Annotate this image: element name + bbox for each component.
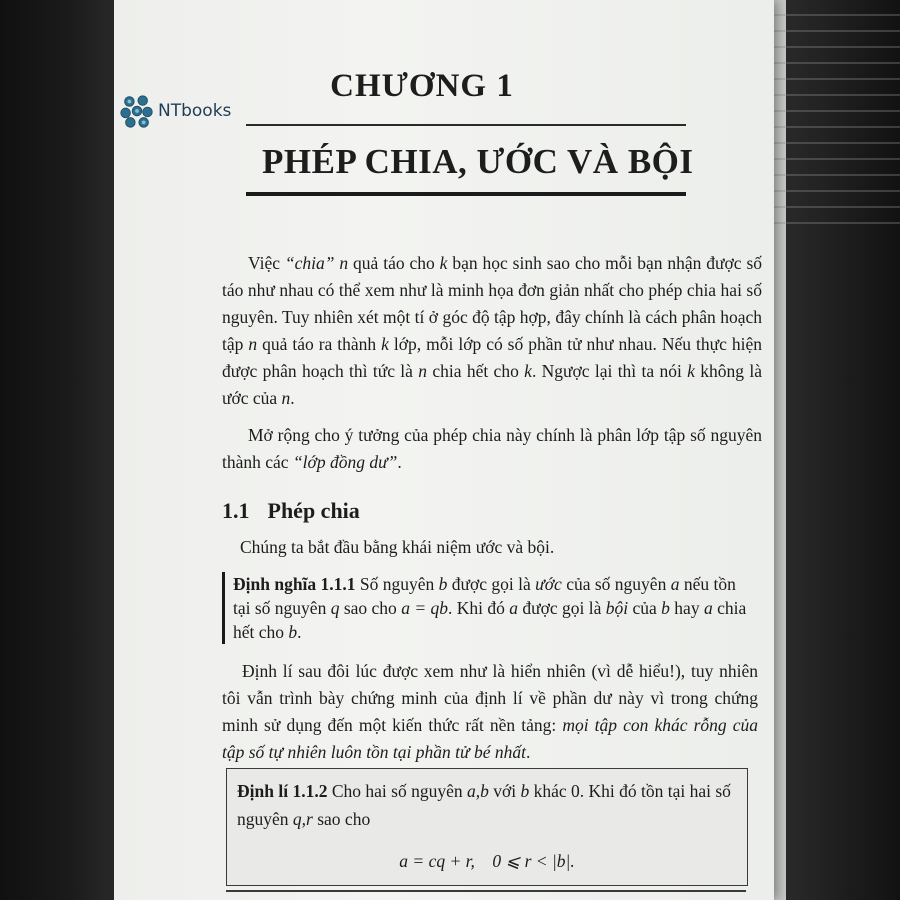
definition-label: Định nghĩa 1.1.1 [233,574,356,594]
remark-paragraph: Định lí sau đôi lúc được xem như là hiển nhiên (vì dễ hiểu!), tuy nhiên tôi vẫn trình bày chứng minh của định lí về phần dư này vì trong chứng minh sử dụng đến một kiến thức rất nền tảng: mọi tập con khác rỗng của tập số tự nhiên luôn tồn tại phần tử bé nhất. [222,661,758,762]
page-bottom-rule [226,890,746,892]
molecule-logo-icon [118,92,156,130]
chapter-rule-top [246,124,686,126]
definition-block: Định nghĩa 1.1.1 Số nguyên b được gọi là ước của số nguyên a nếu tồn tại số nguyên q sao cho a = qb. Khi đó a được gọi là bội của b hay a chia hết cho b. [222,572,753,644]
logo-text: NTbooks [158,101,232,121]
theorem-formula: a = cq + r, 0 ⩽ r < |b|. [399,851,575,871]
theorem-label: Định lí 1.1.2 [237,781,328,801]
dark-background-left [0,0,118,900]
publisher-logo [118,92,231,130]
theorem-box [226,768,748,886]
section-number: 1.1 [222,498,250,523]
chapter-label: CHƯƠNG 1 [330,68,514,104]
intro-paragraph-2: Mở rộng cho ý tưởng của phép chia này chính là phân lớp tập số nguyên thành các “lớp đồng dư”. [222,425,762,472]
chapter-rule-bottom [246,192,686,196]
section-title: Phép chia [267,498,360,523]
section-heading [222,498,360,524]
chapter-title: PHÉP CHIA, ƯỚC VÀ BỘI [262,142,694,181]
theorem-statement: Định lí 1.1.2 Cho hai số nguyên a,b với b khác 0. Khi đó tồn tại hai số nguyên q,r sao cho [237,781,731,829]
intro-paragraph-1: Việc “chia” n quả táo cho k bạn học sinh sao cho mỗi bạn nhận được số táo như nhau có thể xem như là minh họa đơn giản nhất cho phép chia hai số nguyên. Tuy nhiên xét một tí ở góc độ tập hợp, đây chính là cách phân hoạch tập n quả táo ra thành k lớp, mỗi lớp có số phần tử như nhau. Nếu thực hiện được phân hoạch thì tức là n chia hết cho k. Ngược lại thì ta nói k không là ước của n. [222,253,763,408]
section-intro: Chúng ta bắt đầu bằng khái niệm ước và bội. [240,537,555,557]
